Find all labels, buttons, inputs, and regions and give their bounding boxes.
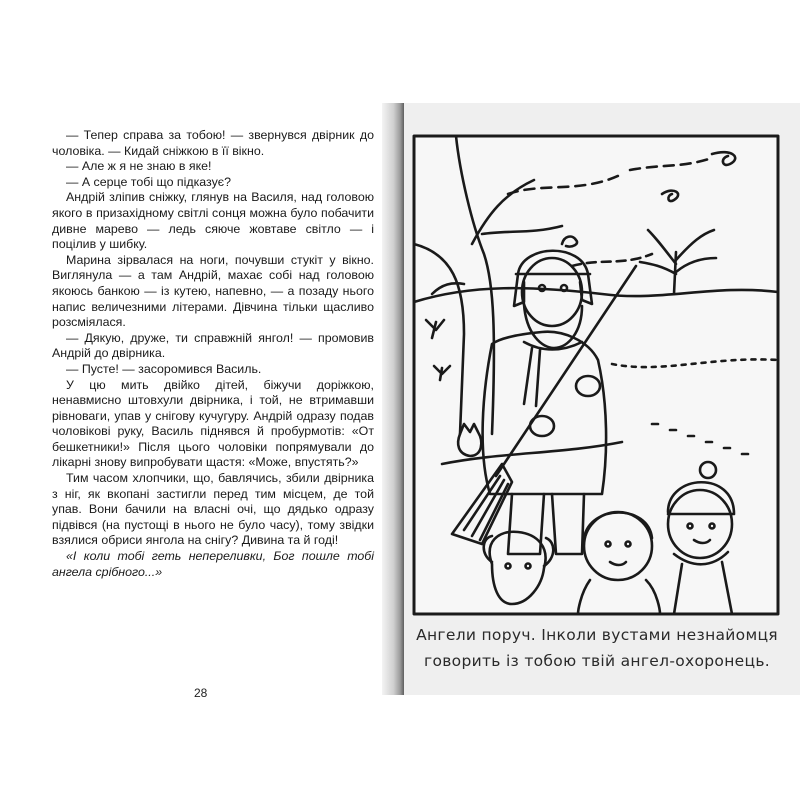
- paragraph: У цю мить двійко дітей, біжучи доріжкою, ненавмисно штовхули двірника, і той, не втримавши рівноваги, упав у снігову кучугуру. Андрій одразу подав чоловікові руку, Василь піднявся й пробурмотів: «От бешкетники!» Після цього чоловіки попрямували до лікарні знову випробувати щастя: «Може, впустять?»: [52, 377, 374, 470]
- illustration-caption: [414, 622, 780, 674]
- coloring-illustration: [412, 134, 780, 616]
- paragraph: — Дякую, друже, ти справжній янгол! — промовив Андрій до двірника.: [52, 330, 374, 361]
- closing-quote: «І коли тобі геть непереливки, Бог пошле тобі ангела срібного...»: [52, 549, 374, 579]
- caption-line: говорить із тобою твій ангел-охоронець.: [424, 652, 770, 670]
- paragraph: Марина зірвалася на ноги, почувши стукіт у вікно. Виглянула — а там Андрій, махає собі над головою якоюсь банкою — із кутею, напевно, — а позаду нього напис величезними літерами. Дівчина тільки щасливо розсміялася.: [52, 252, 374, 330]
- page-number: 28: [194, 686, 208, 700]
- paragraph: — Але ж я не знаю в яке!: [66, 159, 212, 174]
- story-text: [52, 128, 374, 580]
- paragraph: Тим часом хлопчики, що, бавлячись, збили двірника з ніг, як вкопані застигли перед тим місцем, де той упав. Вони бачили на власні очі, що дядько одразу підвівся (на пустощі в нього не було часу), тому звідки взялися обриси янгола на снігу? Дивина та й годі!: [52, 471, 374, 548]
- winter-scene-drawing: [412, 134, 780, 616]
- paragraph: — А серце тобі що підказує?: [66, 174, 232, 189]
- paragraph: — Тепер справа за тобою! — звернувся двірник до чоловіка. — Кидай сніжкою в її вікно.: [52, 128, 374, 158]
- paragraph: — Пусте! — засоромився Василь.: [66, 361, 262, 376]
- paragraph: Андрій зліпив сніжку, глянув на Василя, над головою якого в призахідному світлі сонця можна було побачити дивне марево — ледь сяюче жовтаве світло — і поцілив у шибку.: [52, 190, 374, 252]
- caption-line: Ангели поруч. Інколи вустами незнайомця: [416, 626, 778, 644]
